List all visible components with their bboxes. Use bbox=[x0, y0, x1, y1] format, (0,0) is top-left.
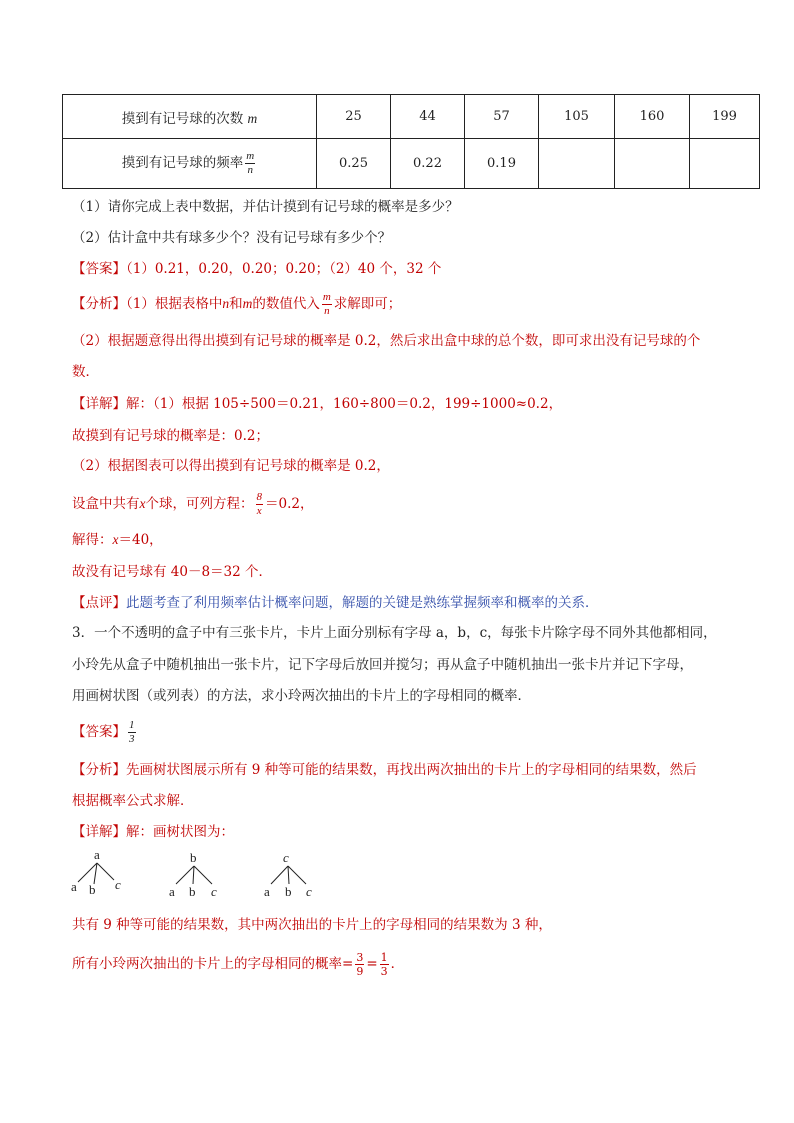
question-3-line3: 用画树状图（或列表）的方法，求小玲两次抽出的卡片上的字母相同的概率． bbox=[72, 688, 531, 704]
table-cell bbox=[690, 139, 760, 189]
question-2: （2）估计盒中共有球多少个？没有记号球有多少个？ bbox=[72, 230, 392, 246]
analysis-3-line2: 根据概率公式求解． bbox=[72, 793, 194, 809]
tree-leaf: c bbox=[306, 884, 312, 899]
var-n: n bbox=[222, 296, 230, 311]
tree-branch bbox=[194, 866, 212, 884]
analysis-text: 的数值代入 bbox=[252, 296, 320, 312]
analysis-1-line2: （2）根据题意得出得出摸到有记号球的概率是 0.2，然后求出盒中球的总个数，即可求出没有记号球的个 bbox=[72, 333, 701, 349]
tree-leaf: c bbox=[115, 877, 121, 892]
question-1: （1）请你完成上表中数据，并估计摸到有记号球的概率是多少？ bbox=[72, 199, 459, 215]
table-cell: 0.25 bbox=[317, 139, 391, 189]
table-row bbox=[63, 95, 760, 139]
table-cell: 25 bbox=[317, 95, 391, 139]
frac-den: n bbox=[324, 305, 330, 317]
frac-den: 3 bbox=[129, 733, 135, 745]
question-3-line1: 3．一个不透明的盒子中有三张卡片，卡片上面分别标有字母 a，b，c，每张卡片除字母不同外其他都相同， bbox=[72, 625, 717, 641]
var-m: m bbox=[247, 110, 258, 126]
tree-b bbox=[169, 850, 217, 899]
analysis-text: 和 bbox=[229, 296, 243, 312]
tree-branch bbox=[288, 866, 289, 884]
detail-text: 解：画树状图为： bbox=[126, 824, 234, 840]
tree-branch bbox=[97, 863, 114, 880]
tree-branch bbox=[176, 866, 194, 884]
analysis-1-line3: 数． bbox=[72, 364, 99, 380]
equals-sign: = bbox=[366, 956, 378, 972]
frac-num: 1 bbox=[129, 719, 135, 731]
frac-den: n bbox=[247, 164, 253, 176]
analysis-tag: 【分析】 bbox=[72, 762, 126, 778]
tree-leaf: b bbox=[189, 884, 196, 899]
tree-leaf: a bbox=[264, 884, 270, 899]
answer-tag: 【答案】 bbox=[72, 724, 126, 740]
frac-den: 9 bbox=[356, 965, 364, 978]
detail-1-line6: 故没有记号球有 40－8＝32 个． bbox=[72, 564, 273, 580]
frac-num: 3 bbox=[356, 951, 364, 964]
analysis-tag: 【分析】 bbox=[72, 296, 126, 312]
detail-3 bbox=[72, 822, 234, 842]
table-cell: 0.22 bbox=[391, 139, 465, 189]
tree-root: c bbox=[283, 850, 289, 865]
comment-tag: 【点评】 bbox=[72, 595, 126, 611]
fraction-1-over-3 bbox=[380, 952, 389, 977]
tree-leaf: b bbox=[89, 882, 96, 897]
table-row bbox=[63, 139, 760, 189]
frac-den: x bbox=[256, 505, 262, 517]
tree-leaf: c bbox=[211, 884, 217, 899]
question-3-line2: 小玲先从盒子中随机抽出一张卡片，记下字母后放回并搅匀；再从盒子中随机抽出一张卡片并记下字母， bbox=[72, 657, 693, 673]
comment-text: 此题考查了利用频率估计概率问题，解题的关键是熟练掌握频率和概率的关系． bbox=[126, 595, 599, 611]
tree-diagram bbox=[66, 846, 336, 899]
period: ． bbox=[390, 956, 405, 972]
answer-tag: 【答案】 bbox=[72, 261, 126, 277]
row-header-text: 摸到有记号球的次数 bbox=[121, 110, 248, 127]
fraction-8-over-x bbox=[256, 492, 264, 517]
table-cell bbox=[539, 139, 615, 189]
detail-1-line4 bbox=[72, 492, 313, 517]
comment bbox=[72, 593, 599, 613]
detail-tag: 【详解】 bbox=[72, 824, 126, 840]
answer-text: （1）0.21，0.20，0.20；0.20；（2）40 个，32 个 bbox=[126, 261, 442, 277]
table-cell: 160 bbox=[615, 95, 690, 139]
analysis-3-line1 bbox=[72, 760, 697, 780]
detail-text: 解得： bbox=[72, 532, 113, 548]
frac-num: 1 bbox=[380, 951, 388, 964]
tree-branch bbox=[288, 866, 306, 884]
row-header-text: 摸到有记号球的频率 bbox=[121, 155, 244, 171]
var-m: m bbox=[242, 296, 253, 311]
detail-1-line3: （2）根据图表可以得出摸到有记号球的概率是 0.2， bbox=[72, 458, 390, 474]
var-x: x bbox=[139, 496, 146, 511]
table-cell: 0.19 bbox=[465, 139, 539, 189]
tree-leaf: a bbox=[169, 884, 175, 899]
fraction-m-over-n bbox=[322, 292, 332, 317]
analysis-text: （1）根据表格中 bbox=[126, 296, 223, 312]
tree-root: b bbox=[190, 850, 197, 865]
detail-text: 设盒中共有 bbox=[72, 496, 140, 512]
detail-text: ＝40， bbox=[118, 532, 163, 548]
result-line1: 共有 9 种等可能的结果数，其中两次抽出的卡片上的字母相同的结果数为 3 种， bbox=[72, 917, 552, 933]
detail-tag: 【详解】 bbox=[72, 396, 126, 412]
tree-root: a bbox=[94, 847, 100, 862]
var-x: x bbox=[112, 532, 119, 547]
tree-branch bbox=[78, 863, 97, 882]
frac-num: m bbox=[246, 150, 255, 162]
detail-1-line5 bbox=[72, 530, 163, 550]
table-cell: 199 bbox=[690, 95, 760, 139]
tree-leaf: b bbox=[285, 884, 292, 899]
tree-a bbox=[71, 847, 121, 897]
fraction-1-over-3 bbox=[128, 720, 136, 745]
frac-den: 3 bbox=[380, 965, 388, 978]
row-header-count bbox=[63, 95, 317, 139]
result-text: 所有小玲两次抽出的卡片上的字母相同的概率= bbox=[72, 956, 354, 972]
row-header-frequency bbox=[63, 139, 317, 189]
result-line2 bbox=[72, 952, 404, 977]
answer-3 bbox=[72, 719, 138, 745]
analysis-text: 先画树状图展示所有 9 种等可能的结果数，再找出两次抽出的卡片上的字母相同的结果数，然后 bbox=[126, 762, 697, 778]
detail-text: ＝0.2， bbox=[265, 496, 314, 512]
detail-text: 解：（1）根据 105÷500＝0.21，160÷800＝0.2，199÷1000≈0.2， bbox=[126, 396, 563, 412]
detail-text: 个球，可列方程： bbox=[145, 496, 254, 512]
tree-c bbox=[264, 850, 312, 899]
tree-branch bbox=[193, 866, 194, 884]
tree-leaf: a bbox=[71, 879, 77, 894]
fraction-3-over-9 bbox=[355, 952, 364, 977]
fraction-m-over-n bbox=[245, 151, 255, 176]
frac-num: 8 bbox=[256, 491, 262, 503]
analysis-text: 求解即可； bbox=[333, 296, 402, 312]
detail-1-line1 bbox=[72, 394, 562, 414]
detail-1-line2: 故摸到有记号球的概率是：0.2； bbox=[72, 428, 269, 444]
table-cell bbox=[615, 139, 690, 189]
tree-branch bbox=[271, 866, 288, 884]
tree-diagram-svg bbox=[66, 846, 336, 899]
analysis-1 bbox=[72, 292, 401, 317]
table-cell: 44 bbox=[391, 95, 465, 139]
frac-num: m bbox=[322, 291, 331, 303]
frequency-table bbox=[62, 94, 760, 189]
table-cell: 105 bbox=[539, 95, 615, 139]
table-cell: 57 bbox=[465, 95, 539, 139]
answer-1 bbox=[72, 259, 441, 279]
